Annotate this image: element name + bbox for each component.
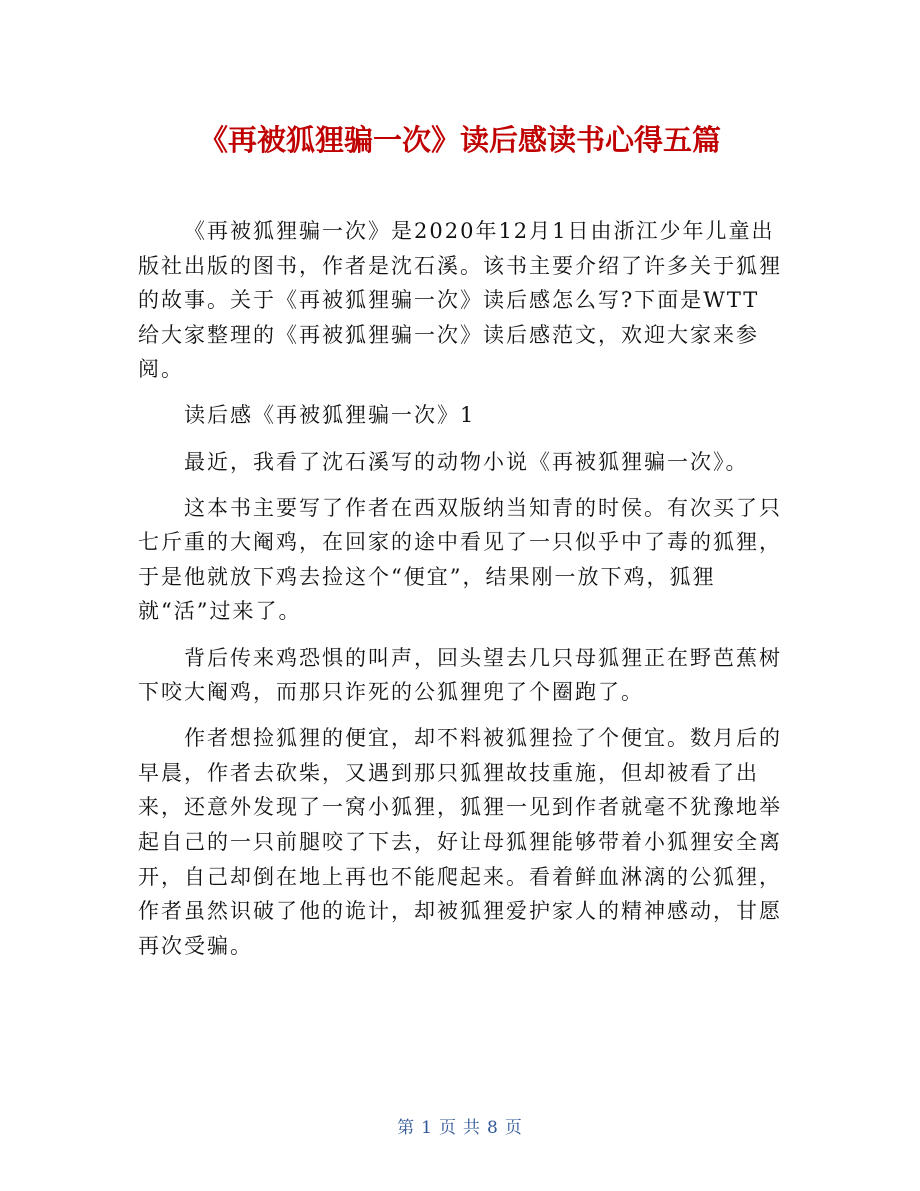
footer-label-prefix: 第: [397, 1118, 416, 1138]
document-title: 《再被狐狸骗一次》读后感读书心得五篇: [198, 123, 721, 157]
footer-label-suffix: 页: [504, 1118, 523, 1138]
footer-current-page: 1: [421, 1118, 433, 1138]
paragraph-3: 背后传来鸡恐惧的叫声，回头望去几只母狐狸正在野芭蕉树下咬大阉鸡，而那只诈死的公狐狸兜了个圈跑了。: [138, 645, 782, 705]
document-body: [138, 214, 782, 975]
page-footer: [0, 1113, 920, 1138]
paragraph-1: 最近，我看了沈石溪写的动物小说《再被狐狸骗一次》。: [184, 449, 749, 474]
paragraph-subheading: 读后感《再被狐狸骗一次》1: [184, 403, 476, 428]
footer-label-page: 页: [439, 1118, 457, 1138]
footer-total-pages: 8: [487, 1118, 499, 1138]
paragraph-2: 这本书主要写了作者在西双版纳当知青的时侯。有次买了只七斤重的大阉鸡，在回家的途中看见了一只似乎中了毒的狐狸，于是他就放下鸡去捡这个“便宜”，结果刚一放下鸡，狐狸就“活”过来了。: [138, 495, 782, 624]
paragraph-intro: 《再被狐狸骗一次》是2020年12月1日由浙江少年儿童出版社出版的图书，作者是沈石溪。该书主要介绍了许多关于狐狸的故事。关于《再被狐狸骗一次》读后感怎么写?下面是WTT给大家整理的《再被狐狸骗一次》读后感范文，欢迎大家来参阅。: [138, 219, 782, 382]
footer-label-total: 共: [463, 1118, 481, 1138]
paragraph-4: 作者想捡狐狸的便宜，却不料被狐狸捡了个便宜。数月后的早晨，作者去砍柴，又遇到那只狐狸故技重施，但却被看了出来，还意外发现了一窝小狐狸，狐狸一见到作者就毫不犹豫地举起自己的一只前腿咬了下去，好让母狐狸能够带着小狐狸安全离开，自己却倒在地上再也不能爬起来。看着鲜血淋漓的公狐狸，作者虽然识破了他的诡计，却被狐狸爱护家人的精神感动，甘愿再次受骗。: [138, 726, 782, 958]
